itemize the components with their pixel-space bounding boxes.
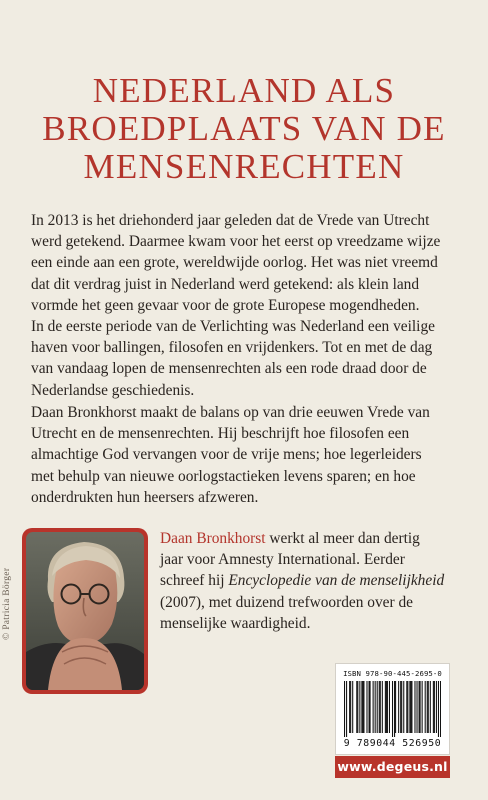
- bio-line: (2007), met duizend trefwoorden over de: [160, 593, 413, 611]
- bio-line: [160, 570, 460, 591]
- blurb-paragraph-2: [31, 402, 459, 508]
- barcode-bar: [419, 681, 420, 733]
- barcode-bar: [369, 681, 370, 733]
- photo-credit: © Patricia Börger: [2, 567, 12, 640]
- barcode-bar: [380, 681, 381, 733]
- barcode-bar: [407, 681, 408, 733]
- barcode-bar: [361, 681, 362, 733]
- bio-text: schreef hij: [160, 572, 229, 590]
- text-line: werd getekend. Daarmee kwam voor het eerst op vreedzame wijze: [31, 233, 441, 251]
- title-line: MENSENRECHTEN: [83, 147, 405, 186]
- barcode-bar: [440, 681, 441, 737]
- author-portrait-icon: [26, 532, 144, 690]
- barcode-bar: [386, 681, 387, 733]
- text-line: almachtige God vervangen voor de vrije mens; hoe legerleiders: [31, 446, 422, 464]
- barcode-bar: [425, 681, 426, 733]
- text-line: Nederlandse geschiedenis.: [31, 381, 195, 399]
- barcode-bar: [363, 681, 364, 733]
- text-line: In 2013 is het driehonderd jaar geleden dat de Vrede van Utrecht: [31, 212, 430, 229]
- text-line: vormde het geen gevaar voor de grote Europese mogendheden.: [31, 296, 420, 314]
- barcode-bar: [410, 681, 411, 733]
- bio-text: werkt al meer dan dertig: [265, 530, 420, 547]
- text-line: haven voor ballingen, filosofen en vrijdenkers. Tot en met de dag: [31, 339, 433, 357]
- author-photo: [22, 528, 148, 694]
- publisher-website[interactable]: www.degeus.nl: [335, 756, 450, 778]
- text-line: met behulp van nieuwe oorlogstactieken levens sparen; en hoe: [31, 467, 416, 485]
- barcode-bar: [395, 681, 396, 733]
- barcode-bar: [349, 681, 350, 733]
- barcode-bar: [344, 681, 345, 737]
- barcode-bar: [409, 681, 410, 733]
- barcode-bar: [375, 681, 376, 733]
- text-line: onderdrukten hun heersers afzweren.: [31, 488, 259, 506]
- barcode-bar: [385, 681, 386, 733]
- barcode-bar: [416, 681, 417, 733]
- barcode-bar: [370, 681, 371, 733]
- barcode-bar: [392, 681, 393, 737]
- bio-line: jaar voor Amnesty International. Eerder: [160, 551, 405, 569]
- text-line: dat dit verdrag juist in Nederland werd getekend: als klein land: [31, 275, 420, 293]
- author-bio: [160, 528, 460, 634]
- barcode-bar: [420, 681, 421, 733]
- barcode-bar: [430, 681, 431, 733]
- title-line: NEDERLAND ALS: [92, 71, 396, 110]
- barcode-bar: [406, 681, 407, 733]
- bio-line: menselijke waardigheid.: [160, 614, 311, 632]
- barcode-bar: [400, 681, 401, 733]
- author-name: Daan Bronkhorst: [160, 530, 266, 547]
- text-line: Utrecht en de mensenrechten. Hij beschrijft hoe filosofen een: [31, 425, 410, 443]
- barcode-bar: [366, 681, 367, 733]
- barcode-bar: [428, 681, 429, 733]
- barcode-bar: [352, 681, 353, 733]
- barcode-bar: [346, 681, 347, 737]
- text-line: van vandaag lopen de mensenrechten als een rode draad door de: [31, 360, 427, 378]
- blurb-paragraph-1: [31, 210, 459, 401]
- barcode-bar: [389, 681, 390, 733]
- barcode-panel: [335, 663, 450, 755]
- barcode-bar: [350, 681, 351, 733]
- isbn-number: ISBN 978-90-445-2695-0: [343, 669, 442, 678]
- text-line: In de eerste periode van de Verlichting was Nederland een veilige: [31, 318, 435, 336]
- barcode-bar: [427, 681, 428, 733]
- bio-line: [160, 528, 460, 549]
- barcode-bar: [401, 681, 402, 733]
- title-line: BROEDPLAATS VAN DE: [42, 109, 446, 148]
- text-line: een einde aan een grote, wereldwijde oorlog. Het was niet vreemd: [31, 254, 438, 272]
- barcode-bar: [379, 681, 380, 733]
- barcode-bar: [403, 681, 404, 733]
- barcode-bar: [414, 681, 415, 733]
- barcode-bar: [394, 681, 395, 737]
- barcode-bar: [357, 681, 358, 733]
- ean-number: 9 789044 526950: [343, 738, 442, 749]
- barcode-bar: [359, 681, 360, 733]
- barcode-bar: [411, 681, 412, 733]
- barcode-icon: [344, 681, 441, 737]
- barcode-bar: [436, 681, 437, 733]
- barcode-bar: [387, 681, 388, 733]
- book-title: Encyclopedie van de menselijkheid: [228, 572, 445, 590]
- barcode-bar: [377, 681, 378, 733]
- barcode-bar: [373, 681, 374, 733]
- barcode-bar: [433, 681, 434, 733]
- barcode-bar: [382, 681, 383, 733]
- barcode-bar: [422, 681, 423, 733]
- barcode-bar: [438, 681, 439, 737]
- barcode-bar: [398, 681, 399, 733]
- barcode-bar: [356, 681, 357, 733]
- barcode-bar: [362, 681, 363, 733]
- cover-title: [30, 72, 458, 186]
- barcode-bar: [434, 681, 435, 733]
- text-line: Daan Bronkhorst maakt de balans op van drie eeuwen Vrede van: [31, 404, 430, 421]
